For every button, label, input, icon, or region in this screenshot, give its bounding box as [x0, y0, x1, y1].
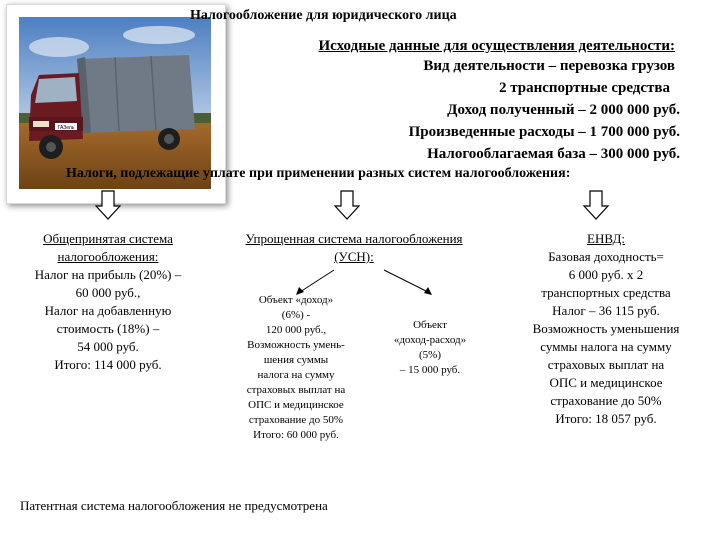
source-line-3: Доход полученный – 2 000 000 руб.: [447, 102, 680, 118]
general-heading-1: Общепринятая система: [43, 231, 173, 246]
usn-heading-block: [212, 230, 496, 266]
truck-image: [19, 17, 211, 189]
source-line-5: Налогооблагаемая база – 300 000 руб.: [427, 146, 680, 162]
general-system-block: [6, 230, 210, 374]
envd-line-7: страховых выплат на: [547, 357, 665, 372]
usn-heading-2: (УСН):: [334, 249, 374, 264]
down-arrow-icon: [583, 190, 609, 220]
usn-income-line-3: 120 000 руб.,: [265, 324, 327, 336]
envd-line-8: ОПС и медицинское: [549, 375, 663, 390]
general-line-1: Налог на прибыль (20%) –: [34, 267, 182, 282]
envd-line-9: страхование до 50%: [550, 393, 662, 408]
envd-line-5: Возможность уменьшения: [532, 321, 680, 336]
usn-income-line-4: Возможность умень-: [247, 339, 345, 351]
general-line-4: стоимость (18%) –: [56, 321, 160, 336]
general-line-3: Налог на добавленную: [44, 303, 172, 318]
usn-income-line-8: ОПС и медицинское: [248, 399, 344, 411]
general-heading-2: налогообложения:: [57, 249, 159, 264]
truck-photo: [19, 17, 211, 189]
usn-ie-line-1: Объект: [413, 319, 447, 331]
general-line-6: Итого: 114 000 руб.: [54, 357, 162, 372]
usn-income-line-6: налога на сумму: [257, 369, 335, 381]
envd-line-3: транспортных средства: [541, 285, 671, 300]
usn-income-line-2: (6%) -: [281, 309, 311, 321]
usn-income-line-9: страхование до 50%: [248, 414, 344, 426]
usn-ie-line-2: «доход-расход»: [393, 334, 467, 346]
footer-note: Патентная система налогообложения не предусмотрена: [20, 498, 328, 513]
source-line-4: Произведенные расходы – 1 700 000 руб.: [408, 124, 680, 140]
plate-text: ГАЗель: [57, 125, 75, 131]
taxes-heading: Налоги, подлежащие уплате при применении разных систем налогообложения:: [66, 166, 571, 181]
envd-line-10: Итого: 18 057 руб.: [555, 411, 657, 426]
envd-line-1: Базовая доходность=: [548, 249, 664, 264]
usn-heading-1: Упрощенная система налогообложения: [245, 231, 463, 246]
usn-income-line-1: Объект «доход»: [258, 294, 334, 306]
usn-income-line-7: страховых выплат на: [246, 384, 346, 396]
usn-income-block: [226, 293, 366, 443]
down-arrow-icon: [95, 190, 121, 220]
down-arrow-icon: [334, 190, 360, 220]
usn-ie-line-4: – 15 000 руб.: [399, 364, 461, 376]
general-line-5: 54 000 руб.: [77, 339, 139, 354]
usn-ie-line-3: (5%): [419, 349, 441, 361]
source-line-2: 2 транспортные средства: [498, 80, 670, 96]
usn-income-expense-block: [368, 318, 492, 378]
envd-line-4: Налог – 36 115 руб.: [552, 303, 660, 318]
source-data-heading: Исходные данные для осуществления деятельности:: [318, 38, 675, 54]
envd-heading: ЕНВД:: [587, 231, 625, 246]
usn-income-line-5: шения суммы: [263, 354, 329, 366]
usn-income-line-10: Итого: 60 000 руб.: [253, 429, 339, 441]
general-line-2: 60 000 руб.,: [75, 285, 141, 300]
envd-block: [504, 230, 708, 428]
page-title: Налогообложение для юридического лица: [190, 8, 457, 23]
envd-line-2: 6 000 руб. х 2: [568, 267, 644, 282]
envd-line-6: суммы налога на сумму: [540, 339, 672, 354]
source-line-1: Вид деятельности – перевозка грузов: [423, 58, 675, 74]
